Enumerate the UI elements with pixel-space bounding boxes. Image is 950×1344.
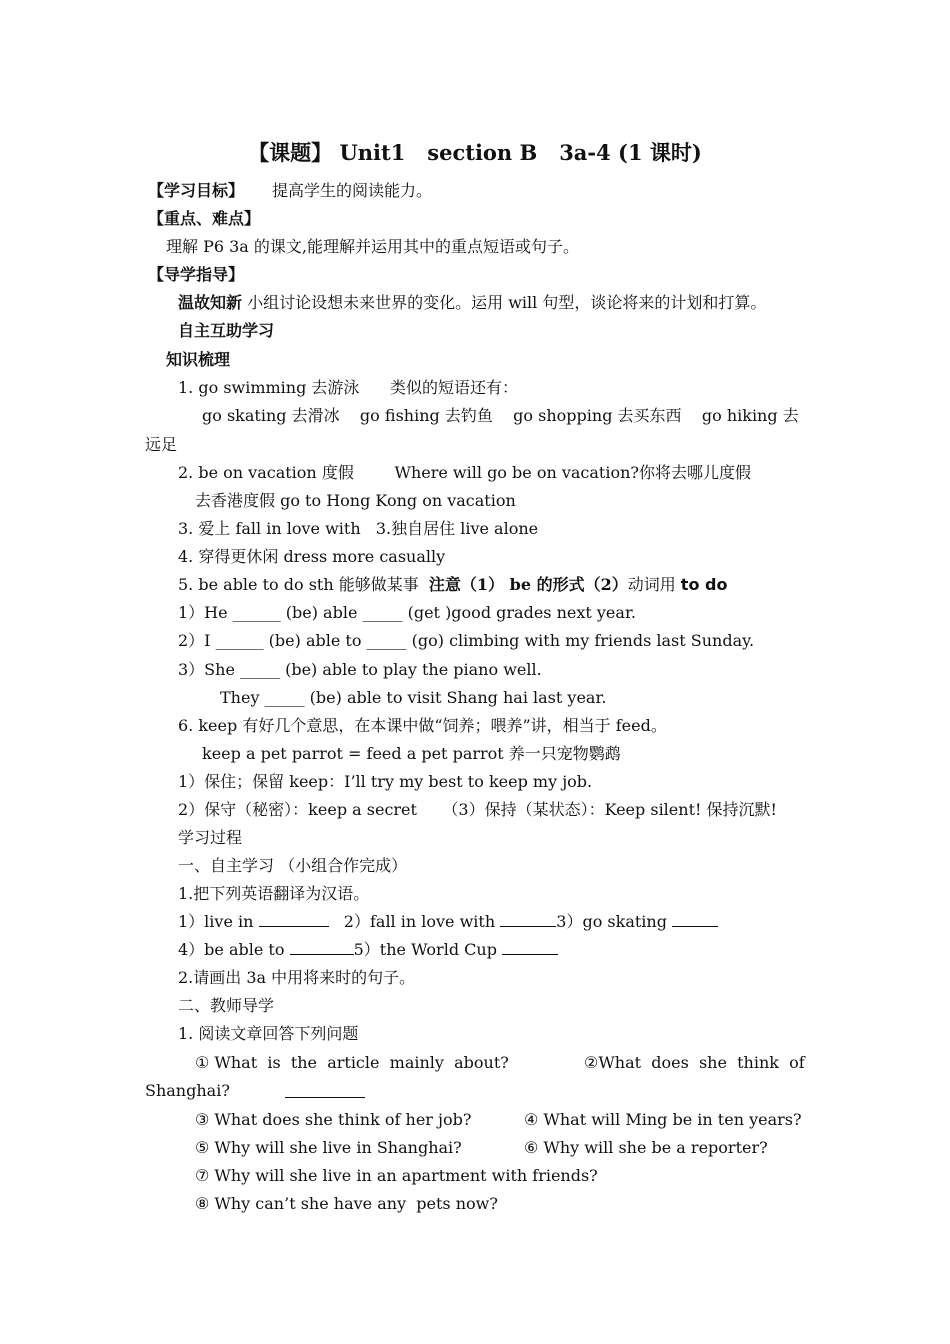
item-6: 6. keep 有好几个意思，在本课中做“饲养；喂养”讲，相当于 feed。 (178, 716, 667, 735)
question-2: ②What does she think of (584, 1053, 805, 1072)
item-1-wrap: 远足 (145, 435, 178, 454)
guide-label: 【导学指导】 (148, 265, 245, 284)
reading-task: 1. 阅读文章回答下列问题 (178, 1024, 359, 1043)
answer-blank[interactable] (502, 940, 558, 955)
answer-blank[interactable] (290, 940, 354, 955)
question-5: ⑤ Why will she live in Shanghai? (195, 1138, 462, 1157)
translate-item-3: 3）go skating (556, 912, 667, 931)
self-study-heading: 自主互助学习 (178, 321, 275, 340)
translate-item-2: 2）fall in love with (343, 912, 496, 931)
translate-row-2 (178, 940, 558, 960)
item-3: 3. 爱上 fall in love with 3.独自居住 live alone (178, 519, 539, 538)
goals-text: 提高学生的阅读能力。 (272, 181, 433, 200)
translate-item-4: 4）be able to (178, 940, 285, 959)
exercise-4: They _____ (be) able to visit Shang hai last year. (220, 688, 607, 707)
item-1-phrases: go skating 去滑冰 go fishing 去钓鱼 go shopping 去买东西 go hiking 去 (202, 406, 799, 425)
exercise-2: 2）I ______ (be) able to _____ (go) climbing with my friends last Sunday. (178, 631, 755, 650)
question-4: ④ What will Ming be in ten years? (524, 1110, 802, 1129)
part-1-heading: 一、自主学习 （小组合作完成） (178, 856, 408, 875)
answer-blank[interactable] (259, 912, 329, 927)
question-7: ⑦ Why will she live in an apartment with friends? (195, 1166, 598, 1185)
translate-item-1: 1）live in (178, 912, 254, 931)
item-4: 4. 穿得更休闲 dress more casually (178, 547, 446, 566)
question-1: ① What is the article mainly about? (195, 1053, 509, 1072)
item-5-verb: 动词用 (627, 575, 681, 594)
item-2: 2. be on vacation 度假 Where will go be on vacation?你将去哪儿度假 (178, 463, 751, 482)
keep-meaning-2: 2）保守（秘密）：keep a secret （3）保持（某状态）：Keep silent! 保持沉默! (178, 800, 777, 819)
question-3: ③ What does she think of her job? (195, 1110, 472, 1129)
answer-blank[interactable] (500, 912, 556, 927)
review-label: 温故知新 (178, 293, 243, 312)
item-5-note: 注意（1） be 的形式（2） (428, 575, 628, 594)
key-text: 理解 P6 3a 的课文,能理解并运用其中的重点短语或句子。 (166, 237, 580, 256)
goals-label: 【学习目标】 (148, 181, 245, 200)
key-label: 【重点、难点】 (148, 209, 261, 228)
review-line (178, 293, 766, 313)
task-1: 1.把下列英语翻译为汉语。 (178, 884, 370, 903)
exercise-1: 1）He ______ (be) able _____ (get )good grades next year. (178, 603, 636, 622)
item-5-todo: to do (680, 575, 728, 594)
question-2-wrap: Shanghai? (145, 1081, 230, 1100)
item-5-text: 5. be able to do sth 能够做某事 (178, 575, 429, 594)
question-8: ⑧ Why can’t she have any pets now? (195, 1194, 498, 1213)
page-title: 【课题】 Unit1 section B 3a-4 (1 课时) (248, 140, 702, 165)
knowledge-heading: 知识梳理 (166, 350, 231, 369)
exercise-3: 3）She _____ (be) able to play the piano well. (178, 660, 542, 679)
item-2-example: 去香港度假 go to Hong Kong on vacation (195, 491, 516, 510)
item-1: 1. go swimming 去游泳 类似的短语还有： (178, 378, 518, 397)
translate-row-1 (178, 912, 718, 932)
item-5 (178, 575, 727, 595)
process-heading: 学习过程 (178, 828, 243, 847)
part-2-heading: 二、教师导学 (178, 996, 275, 1015)
item-6-example: keep a pet parrot = feed a pet parrot 养一只宠物鹦鹉 (202, 744, 621, 763)
review-text: 小组讨论设想未来世界的变化。运用 will 句型，谈论将来的计划和打算。 (247, 293, 767, 312)
answer-blank[interactable] (672, 912, 718, 927)
task-2: 2.请画出 3a 中用将来时的句子。 (178, 968, 416, 987)
question-6: ⑥ Why will she be a reporter? (524, 1138, 768, 1157)
answer-blank[interactable] (285, 1083, 365, 1098)
translate-item-5: 5）the World Cup (353, 940, 497, 959)
keep-meaning-1: 1）保住；保留 keep：I’ll try my best to keep my job. (178, 772, 593, 791)
